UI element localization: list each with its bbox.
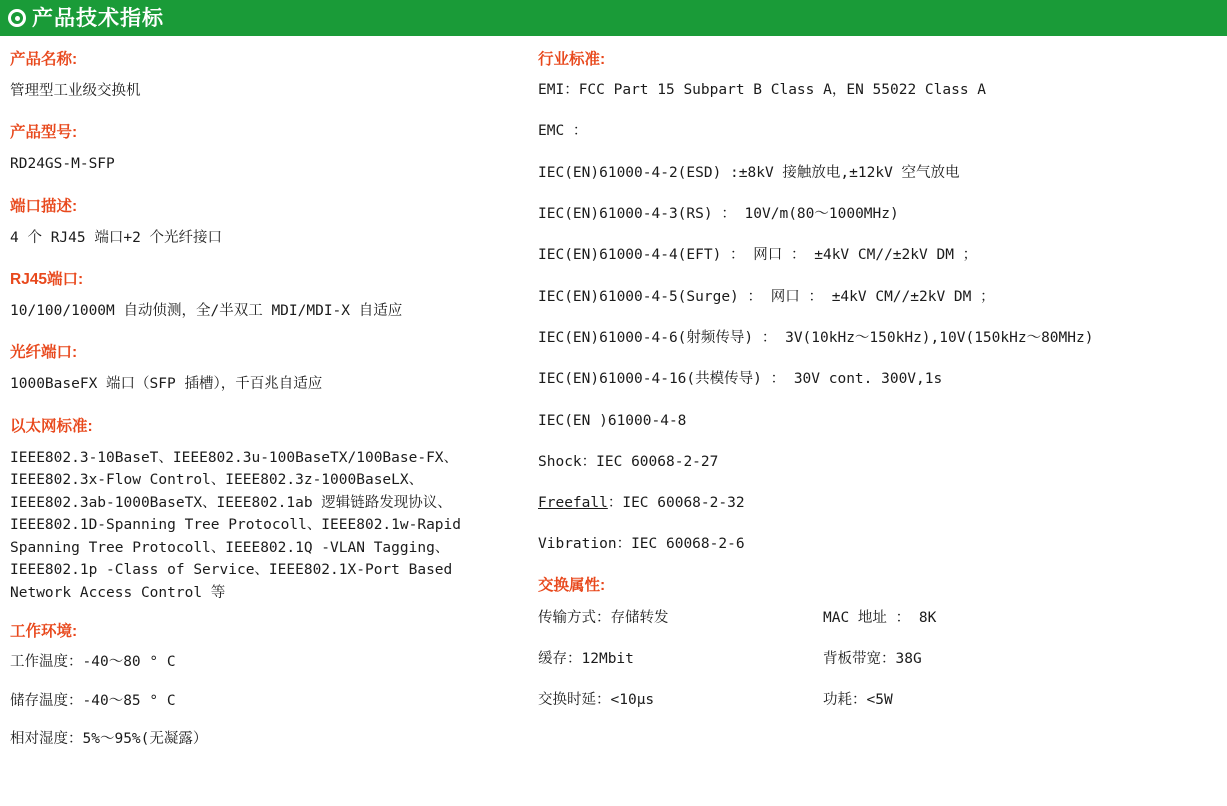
- industry-standard-item: EMI：FCC Part 15 Subpart B Class A，EN 55022 Class A: [538, 82, 987, 99]
- industry-standard-item: IEC(EN)61000-4-5(Surge) ： 网口 ： ±4kV CM//±2kV DM ；: [538, 288, 995, 305]
- section-title-industry-standards: 行业标准:: [538, 51, 606, 68]
- industry-standard-item: IEC(EN)61000-4-16(共模传导) ： 30V cont. 300V,1s: [538, 371, 943, 388]
- fiber-port-value: 1000BaseFX 端口（SFP 插槽），千百兆自适应: [10, 376, 323, 393]
- product-name-value: 管理型工业级交换机: [10, 83, 141, 100]
- industry-standard-item: IEC(EN)61000-4-2(ESD) :±8kV 接触放电,±12kV 空气放电: [538, 164, 960, 181]
- working-environment-list: [10, 652, 520, 749]
- ethernet-standard-line: IEEE802.1p -Class of Service、IEEE802.1X-Port Based: [10, 562, 453, 579]
- switch-attribute-cell: 功耗：<5W: [823, 691, 893, 708]
- industry-standard-item: IEC(EN)61000-4-4(EFT) ： 网口 ： ±4kV CM//±2kV DM ；: [538, 247, 978, 264]
- page-title: 产品技术指标: [32, 6, 164, 30]
- section-title-fiber-port: 光纤端口:: [10, 344, 78, 362]
- ethernet-standard-line: Spanning Tree Protocoll、IEEE802.1Q -VLAN Tagging、: [10, 539, 450, 556]
- industry-standard-item: IEC(EN)61000-4-6(射频传导) ： 3V(10kHz～150kHz),10V(150kHz～80MHz): [538, 329, 1094, 346]
- freefall-value: ：IEC 60068-2-32: [607, 495, 745, 512]
- industry-standards-list: [538, 80, 1227, 555]
- rj45-port-value: 10/100/1000M 自动侦测，全/半双工 MDI/MDI-X 自适应: [10, 303, 403, 320]
- ethernet-standards-list: [10, 447, 520, 604]
- spec-columns: [0, 36, 1227, 767]
- page-header: [0, 0, 1227, 36]
- switch-attributes-grid: [538, 606, 1227, 709]
- industry-standard-item: EMC ：: [538, 123, 588, 140]
- section-title-switch-attributes: 交换属性:: [538, 576, 606, 594]
- industry-standard-item: Shock：IEC 60068-2-27: [538, 453, 719, 470]
- switch-attribute-cell: 传输方式：存储转发: [538, 609, 669, 626]
- switch-attribute-cell: 缓存：12Mbit: [538, 650, 634, 667]
- ethernet-standard-line: IEEE802.3x-Flow Control、IEEE802.3z-1000BaseLX、: [10, 472, 424, 489]
- port-description-value: 4 个 RJ45 端口+2 个光纤接口: [10, 229, 223, 246]
- ethernet-standard-line: Network Access Control 等: [10, 584, 226, 601]
- section-title-ethernet-standards: 以太网标准:: [10, 417, 93, 435]
- section-title-product-model: 产品型号:: [10, 124, 78, 142]
- right-column: [520, 50, 1227, 767]
- industry-standard-item: IEC(EN )61000-4-8: [538, 412, 687, 429]
- ethernet-standard-line: IEEE802.1D-Spanning Tree Protocoll、IEEE802.1w-Rapid: [10, 517, 461, 534]
- target-circle-icon: [8, 9, 26, 27]
- ethernet-standard-line: IEEE802.3ab-1000BaseTX、IEEE802.1ab 逻辑链路发现协议、: [10, 494, 452, 511]
- section-title-port-description: 端口描述:: [10, 197, 78, 215]
- working-environment-item: 工作温度：-40～80 ° C: [10, 654, 176, 671]
- industry-standard-item: IEC(EN)61000-4-3(RS) ： 10V/m(80～1000MHz): [538, 206, 899, 223]
- working-environment-item: 储存温度：-40～85 ° C: [10, 692, 176, 709]
- switch-attribute-cell: 背板带宽：38G: [823, 650, 922, 667]
- industry-standard-item: Vibration：IEC 60068-2-6: [538, 536, 745, 553]
- freefall-label: Freefall: [538, 495, 608, 512]
- switch-attribute-cell: MAC 地址 ： 8K: [823, 609, 937, 626]
- section-title-working-environment: 工作环境:: [10, 623, 78, 641]
- industry-standard-item: [538, 493, 1227, 513]
- section-title-product-name: 产品名称:: [10, 51, 78, 68]
- working-environment-item: 相对湿度：5%～95%(无凝露）: [10, 730, 208, 747]
- section-title-rj45-port: RJ45端口:: [10, 270, 84, 288]
- product-model-value: RD24GS-M-SFP: [10, 156, 115, 173]
- left-column: [0, 50, 520, 767]
- ethernet-standard-line: IEEE802.3-10BaseT、IEEE802.3u-100BaseTX/100Base-FX、: [10, 449, 459, 466]
- switch-attribute-cell: 交换时延：<10μs: [538, 691, 655, 708]
